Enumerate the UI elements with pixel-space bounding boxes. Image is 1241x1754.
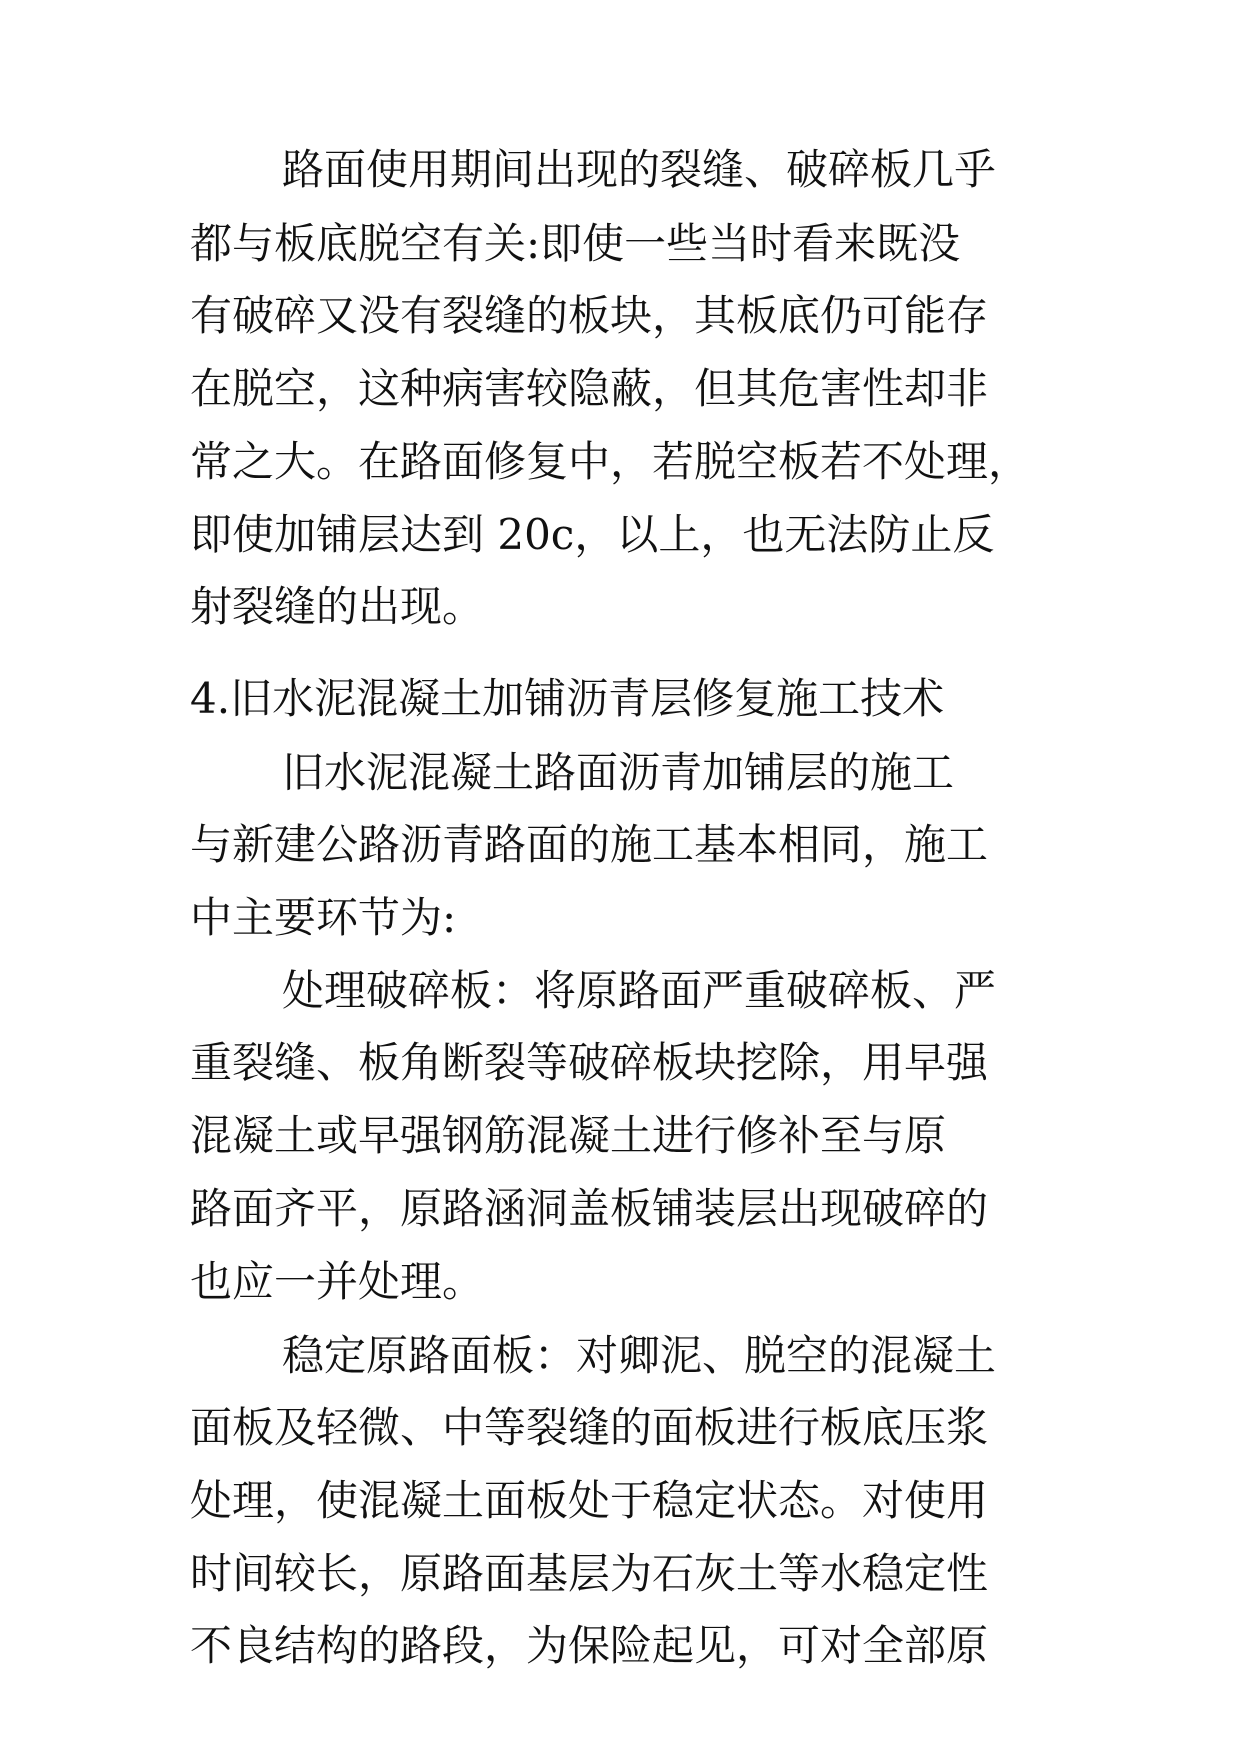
paragraph-1-line-3: 有破碎又没有裂缝的板块，其板底仍可能存	[190, 291, 989, 340]
paragraph-1-line-6: 即使加铺层达到 20c，以上，也无法防止反	[190, 510, 995, 559]
paragraph-4-line-3: 处理，使混凝土面板处于稳定状态。对使用	[190, 1476, 989, 1525]
paragraph-4-line-4: 时间较长，原路面基层为石灰土等水稳定性	[190, 1549, 989, 1598]
paragraph-1-line-5: 常之大。在路面修复中，若脱空板若不处理，	[190, 437, 1031, 486]
paragraph-2-line-3: 中主要环节为:	[190, 893, 457, 942]
paragraph-3-line-2: 重裂缝、板角断裂等破碎板块挖除，用早强	[190, 1038, 989, 1087]
paragraph-3-line-1: 处理破碎板：将原路面严重破碎板、严	[282, 966, 997, 1015]
paragraph-1-line-2: 都与板底脱空有关:即使一些当时看来既没	[190, 219, 961, 268]
paragraph-1-line-1: 路面使用期间出现的裂缝、破碎板几乎	[282, 145, 997, 194]
paragraph-3-line-3: 混凝土或早强钢筋混凝土进行修补至与原	[190, 1111, 947, 1160]
paragraph-3-line-5: 也应一并处理。	[190, 1257, 485, 1306]
paragraph-4-line-5: 不良结构的路段，为保险起见，可对全部原	[190, 1621, 989, 1670]
paragraph-1-line-4: 在脱空，这种病害较隐蔽，但其危害性却非	[190, 364, 989, 413]
paragraph-2-line-1: 旧水泥混凝土路面沥青加铺层的施工	[282, 748, 955, 797]
paragraph-3-line-4: 路面齐平，原路涵洞盖板铺装层出现破碎的	[190, 1184, 989, 1233]
paragraph-2-line-2: 与新建公路沥青路面的施工基本相同，施工	[190, 820, 989, 869]
paragraph-4-line-1: 稳定原路面板：对卿泥、脱空的混凝土	[282, 1331, 997, 1380]
section-heading: 4.旧水泥混凝土加铺沥青层修复施工技术	[190, 674, 945, 723]
paragraph-1-line-7: 射裂缝的出现。	[190, 582, 485, 631]
paragraph-4-line-2: 面板及轻微、中等裂缝的面板进行板底压浆	[190, 1403, 989, 1452]
